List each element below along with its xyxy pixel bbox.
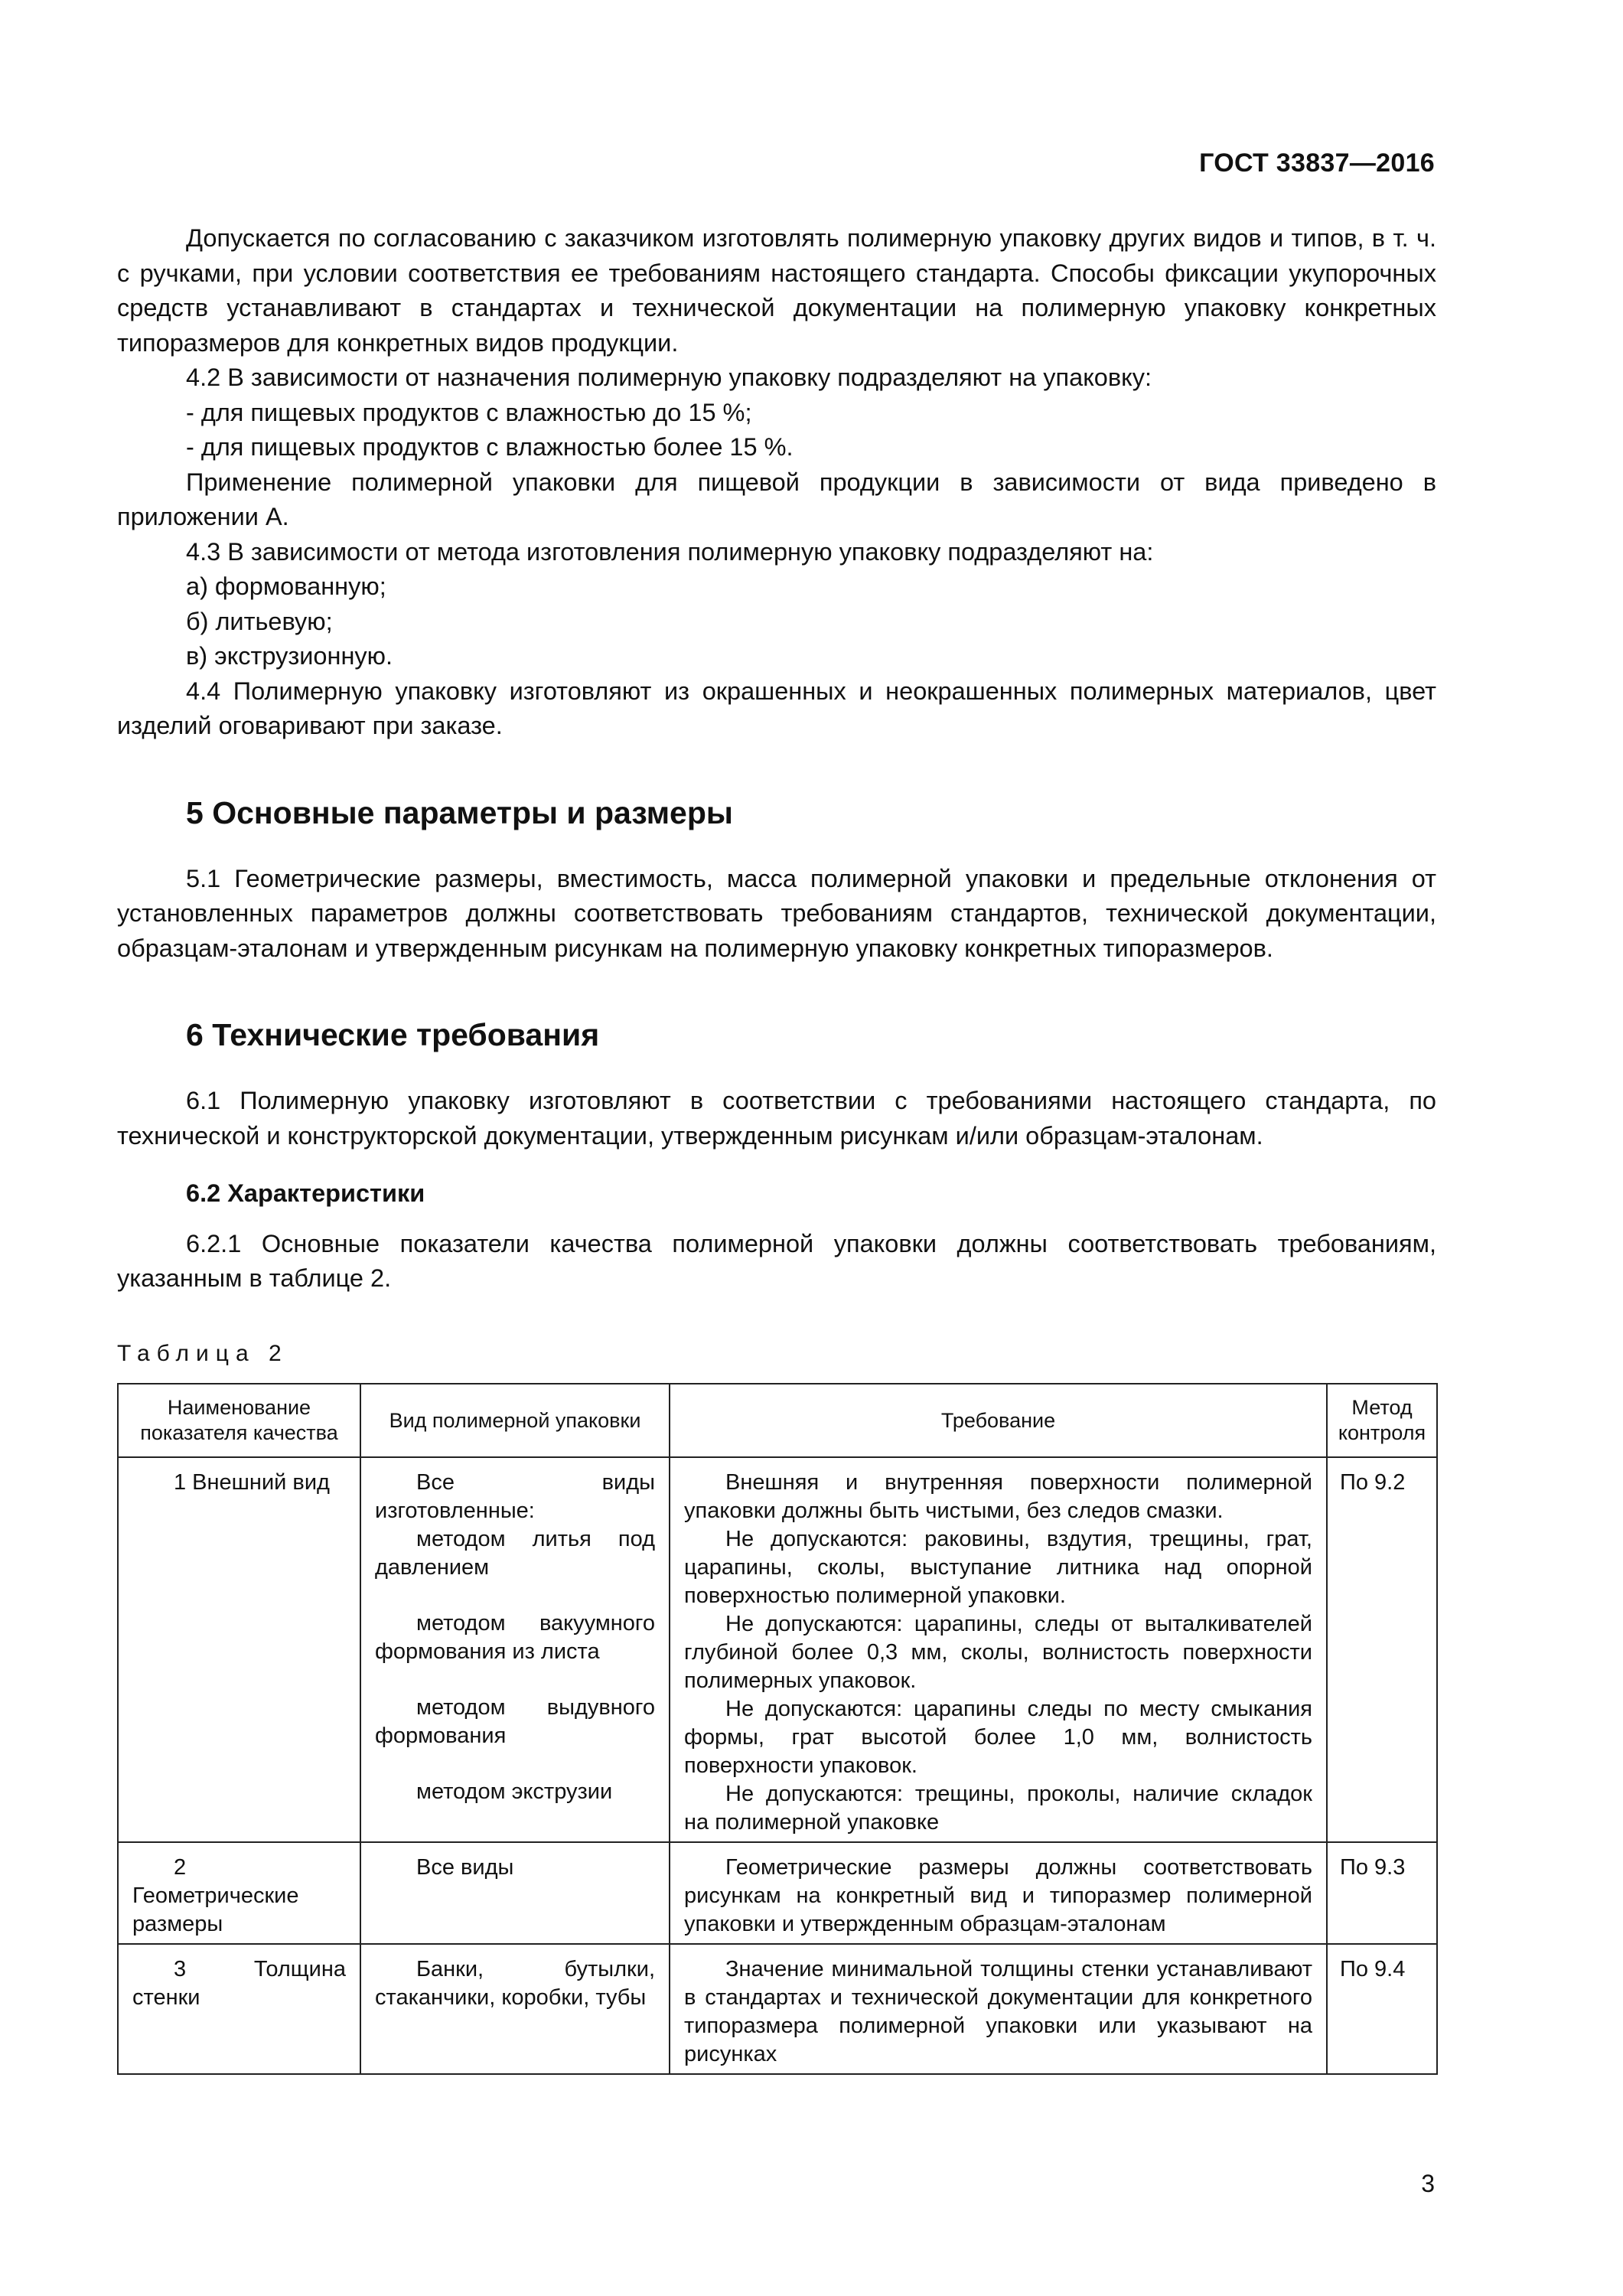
clause-4-3: 4.3 В зависимости от метода изготовления полимерную упаковку подразделяют на:	[186, 537, 1154, 566]
list-item-humidity-over-15: - для пищевых продуктов с влажностью более 15 %.	[186, 433, 794, 461]
table-caption: Таблица 2	[117, 1340, 288, 1366]
cell-packaging-type: Все виды изготовленные: методом литья под давлением методом вакуумного формования из листа методом выдувного формования методом экструзии	[360, 1457, 670, 1842]
quality-indicators-table	[117, 1383, 1438, 2075]
cell-packaging-type: Все виды	[360, 1842, 670, 1944]
list-item-extrusion: в) экструзионную.	[186, 642, 393, 670]
cell-requirement: Геометрические размеры должны соответствовать рисункам на конкретный вид и типоразмер полимерной упаковки и утвержденным образцам-эталонам	[670, 1842, 1327, 1944]
table-row	[118, 1944, 1437, 2074]
paragraph-packaging-types: Допускается по согласованию с заказчиком изготовлять полимерную упаковку других видов и типов, в т. ч. с ручками, при условии соответствия ее требованиям настоящего стандарта. Способы фиксации укупорочных средств устанавливают в стандартах и технической документации на полимерную упаковку конкретных типоразмеров для конкретных видов продукции.	[117, 224, 1436, 357]
list-item-injection: б) литьевую;	[186, 607, 333, 635]
cell-control-method: По 9.2	[1327, 1457, 1437, 1842]
cell-control-method: По 9.4	[1327, 1944, 1437, 2074]
cell-control-method: По 9.3	[1327, 1842, 1437, 1944]
section-5-title: 5 Основные параметры и размеры	[186, 794, 733, 830]
table-row	[118, 1842, 1437, 1944]
clause-4-4: 4.4 Полимерную упаковку изготовляют из окрашенных и неокрашенных полимерных материалов, цвет изделий оговаривают при заказе.	[117, 677, 1436, 739]
header-indicator-name: Наименование показателя качества	[118, 1384, 360, 1457]
clause-5-1: 5.1 Геометрические размеры, вместимость, масса полимерной упаковки и предельные отклонения от установленных параметров должны соответствовать требованиям стандартов, технической документации, образцам-эталонам и утвержденным рисункам на полимерную упаковку конкретных типоразмеров.	[117, 864, 1436, 962]
cell-indicator-name: 3 Толщина стенки	[118, 1944, 360, 2074]
section-6-title: 6 Технические требования	[186, 1017, 600, 1052]
subsection-6-2-title: 6.2 Характеристики	[186, 1179, 425, 1207]
cell-requirement: Значение минимальной толщины стенки устанавливают в стандартах и технической документации для конкретного типоразмера полимерной упаковки или указывают на рисунках	[670, 1944, 1327, 2074]
standard-number-header: ГОСТ 33837—2016	[1199, 148, 1435, 178]
document-body	[117, 221, 1436, 2075]
header-requirement: Требование	[670, 1384, 1327, 1457]
list-item-molded: а) формованную;	[186, 572, 386, 600]
cell-requirement: Внешняя и внутренняя поверхности полимерной упаковки должны быть чистыми, без следов смазки. Не допускаются: раковины, вздутия, трещины, грат, царапины, сколы, выступание литника над опорной поверхностью полимерной упаковки. Не допускаются: царапины, следы от выталкивателей глубиной более 0,3 мм, сколы, волнистость поверхности полимерных упаковок. Не допускаются: царапины следы по месту смыкания формы, грат высотой более 1,0 мм, волнистость поверхности упаковок. Не допускаются: трещины, проколы, наличие складок на полимерной упаковке	[670, 1457, 1327, 1842]
cell-indicator-name: 1 Внешний вид	[118, 1457, 360, 1842]
clause-4-2: 4.2 В зависимости от назначения полимерную упаковку подразделяют на упаковку:	[186, 364, 1152, 391]
clause-6-2-1: 6.2.1 Основные показатели качества полимерной упаковки должны соответствовать требованиям, указанным в таблице 2.	[117, 1229, 1436, 1292]
header-packaging-type: Вид полимерной упаковки	[360, 1384, 670, 1457]
paragraph-appendix-reference: Применение полимерной упаковки для пищевой продукции в зависимости от вида приведено в приложении А.	[117, 468, 1436, 530]
cell-indicator-name: 2 Геометрические размеры	[118, 1842, 360, 1944]
clause-6-1: 6.1 Полимерную упаковку изготовляют в соответствии с требованиями настоящего стандарта, по технической и конструкторской документации, утвержденным рисункам и/или образцам-эталонам.	[117, 1087, 1436, 1150]
list-item-humidity-up-to-15: - для пищевых продуктов с влажностью до 15 %;	[186, 398, 752, 426]
header-control-method: Метод контроля	[1327, 1384, 1437, 1457]
table-header-row	[118, 1384, 1437, 1457]
table-row	[118, 1457, 1437, 1842]
cell-packaging-type: Банки, бутылки, стаканчики, коробки, тубы	[360, 1944, 670, 2074]
page-number: 3	[1421, 2170, 1435, 2197]
